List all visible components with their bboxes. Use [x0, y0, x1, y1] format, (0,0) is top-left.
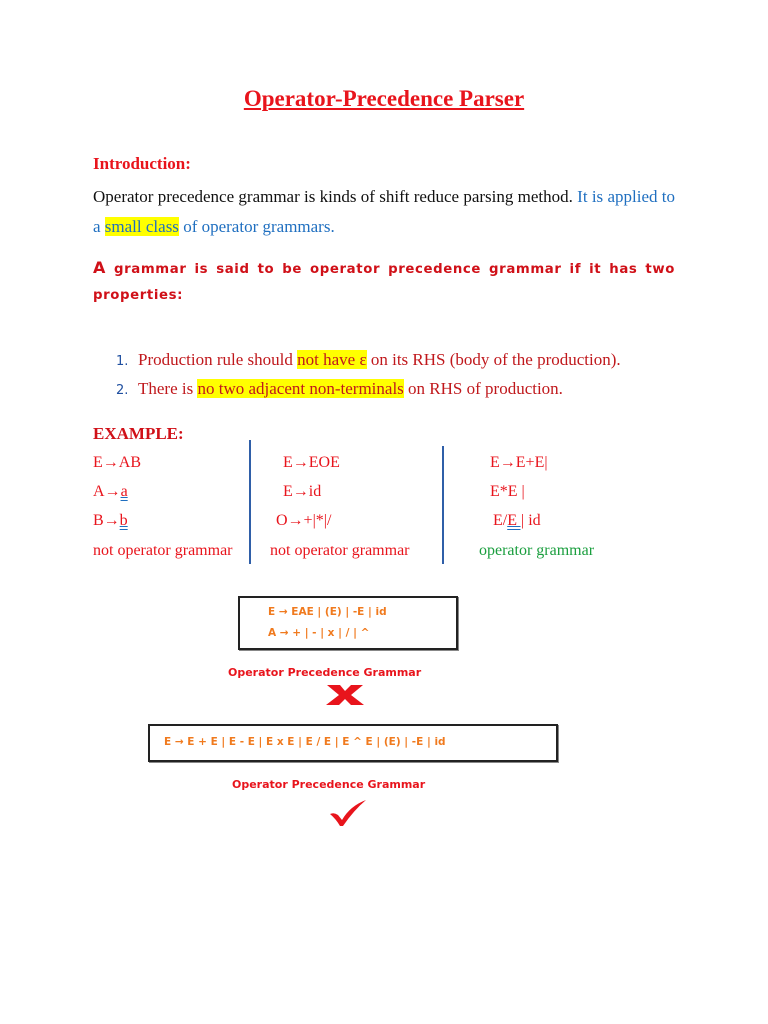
list-text: There is	[138, 379, 198, 398]
caption-2: Operator Precedence Grammar	[232, 778, 426, 791]
col3-label: operator grammar	[479, 542, 595, 559]
introduction-paragraph	[93, 182, 675, 242]
list-number: 2.	[116, 383, 129, 398]
intro-highlight: small class	[104, 217, 179, 236]
rule-lhs: B→	[93, 512, 120, 529]
list-highlight: no two adjacent non-terminals	[197, 379, 404, 398]
col1-rule-1: E→AB	[93, 454, 141, 471]
intro-blue-text-end: of operator grammars.	[178, 217, 335, 236]
properties-initial: A	[93, 258, 106, 277]
list-highlight: not have ε	[297, 350, 367, 369]
col1-rule-2	[93, 483, 128, 501]
col3-rule-1: E→E+E|	[490, 454, 548, 471]
col2-rule-3: O→+|*|/	[276, 512, 332, 529]
rule-lhs: A→	[93, 483, 121, 500]
list-text-end: on its RHS (body of the production).	[366, 350, 621, 369]
grammar-box-2-line-1: E → E + E | E - E | E x E | E / E | E ^ E | (E) | -E | id	[164, 736, 446, 748]
rule-rhs: a	[120, 483, 128, 500]
col2-rule-2: E→id	[283, 483, 322, 500]
page-title: Operator-Precedence Parser	[243, 86, 525, 111]
column-divider-1	[249, 440, 251, 564]
col1-rule-3	[93, 512, 128, 530]
introduction-heading: Introduction:	[93, 154, 191, 173]
grammar-box-2	[148, 724, 558, 762]
red-checkmark-icon	[328, 798, 368, 828]
intro-blue-text: It is applied to a	[93, 187, 675, 236]
grammar-box-1-line-1: E → EAE | (E) | -E | id	[268, 606, 387, 618]
grammar-box-1-line-2: A → + | - | x | / | ^	[268, 627, 370, 639]
rule-lhs: E/	[493, 512, 508, 529]
col1-label: not operator grammar	[93, 542, 233, 559]
col2-label: not operator grammar	[270, 542, 410, 559]
col3-rule-3	[493, 512, 541, 530]
caption-1: Operator Precedence Grammar	[228, 666, 422, 679]
rule-rhs: E |	[507, 512, 525, 529]
col3-rule-2: E*E |	[490, 483, 525, 500]
list-text-end: on RHS of production.	[403, 379, 563, 398]
red-x-icon	[324, 683, 366, 707]
example-heading: EXAMPLE:	[93, 424, 184, 443]
intro-text: Operator precedence grammar is kinds of shift reduce parsing method.	[93, 187, 578, 206]
list-item-1	[116, 350, 621, 370]
properties-text: grammar is said to be operator precedence grammar if it has two properties:	[93, 262, 675, 303]
list-text: Production rule should	[138, 350, 298, 369]
column-divider-2	[442, 446, 444, 564]
grammar-box-1	[238, 596, 458, 650]
list-item-2	[116, 379, 563, 399]
list-number: 1.	[116, 354, 129, 369]
col2-rule-1: E→EOE	[283, 454, 340, 471]
rule-rhs: b	[119, 512, 128, 529]
rule-rhs-end: id	[524, 512, 541, 529]
properties-statement	[93, 255, 675, 309]
